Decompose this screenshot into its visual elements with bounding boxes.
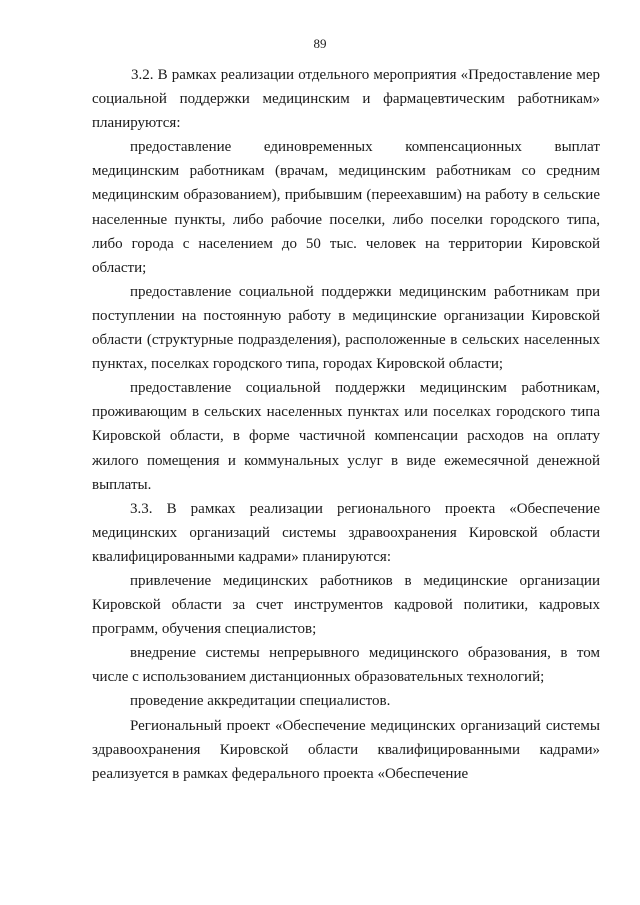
paragraph-housing-compensation: предоставление социальной поддержки медицинским работникам, проживающим в сельских населенных пунктах или поселках городского типа Кировской области, в форме частичной компенсации расходов на оплату жилого помещения и коммунальных услуг в виде ежемесячной денежной выплаты. xyxy=(92,380,600,493)
document-body xyxy=(92,63,600,786)
page-number: 89 xyxy=(313,36,327,51)
paragraph-one-time-payments: предоставление единовременных компенсационных выплат медицинским работникам (врачам, медицинским работникам со средним медицинским образованием), прибывшим (переехавшим) на работу в сельские населенные пункты, либо рабочие поселки, либо поселки городского типа, либо города с населением до 50 тыс. человек на территории Кировской области; xyxy=(92,139,600,276)
paragraph-3-2-intro: 3.2. В рамках реализации отдельного мероприятия «Предоставление мер социальной поддержки медицинским и фармацевтическим работникам» планируются: xyxy=(92,67,600,132)
paragraph-3-3-intro: 3.3. В рамках реализации регионального проекта «Обеспечение медицинских организаций системы здравоохранения Кировской области квалифицированными кадрами» планируются: xyxy=(92,500,600,565)
paragraph-continuous-education: внедрение системы непрерывного медицинского образования, в том числе с использованием дистанционных образовательных технологий; xyxy=(92,645,600,686)
paragraph-attracting-workers: привлечение медицинских работников в медицинские организации Кировской области за счет инструментов кадровой политики, кадровых программ, обучения специалистов; xyxy=(92,572,600,638)
paragraph-accreditation: проведение аккредитации специалистов. xyxy=(130,693,391,710)
paragraph-regional-project: Региональный проект «Обеспечение медицинских организаций системы здравоохранения Кировской области квалифицированными кадрами» реализуется в рамках федерального проекта «Обеспечение xyxy=(92,717,600,782)
paragraph-social-support-employment: предоставление социальной поддержки медицинским работникам при поступлении на постоянную работу в медицинские организации Кировской области (структурные подразделения), расположенные в сельских населенных пунктах, поселках городского типа, городах Кировской области; xyxy=(92,283,600,373)
